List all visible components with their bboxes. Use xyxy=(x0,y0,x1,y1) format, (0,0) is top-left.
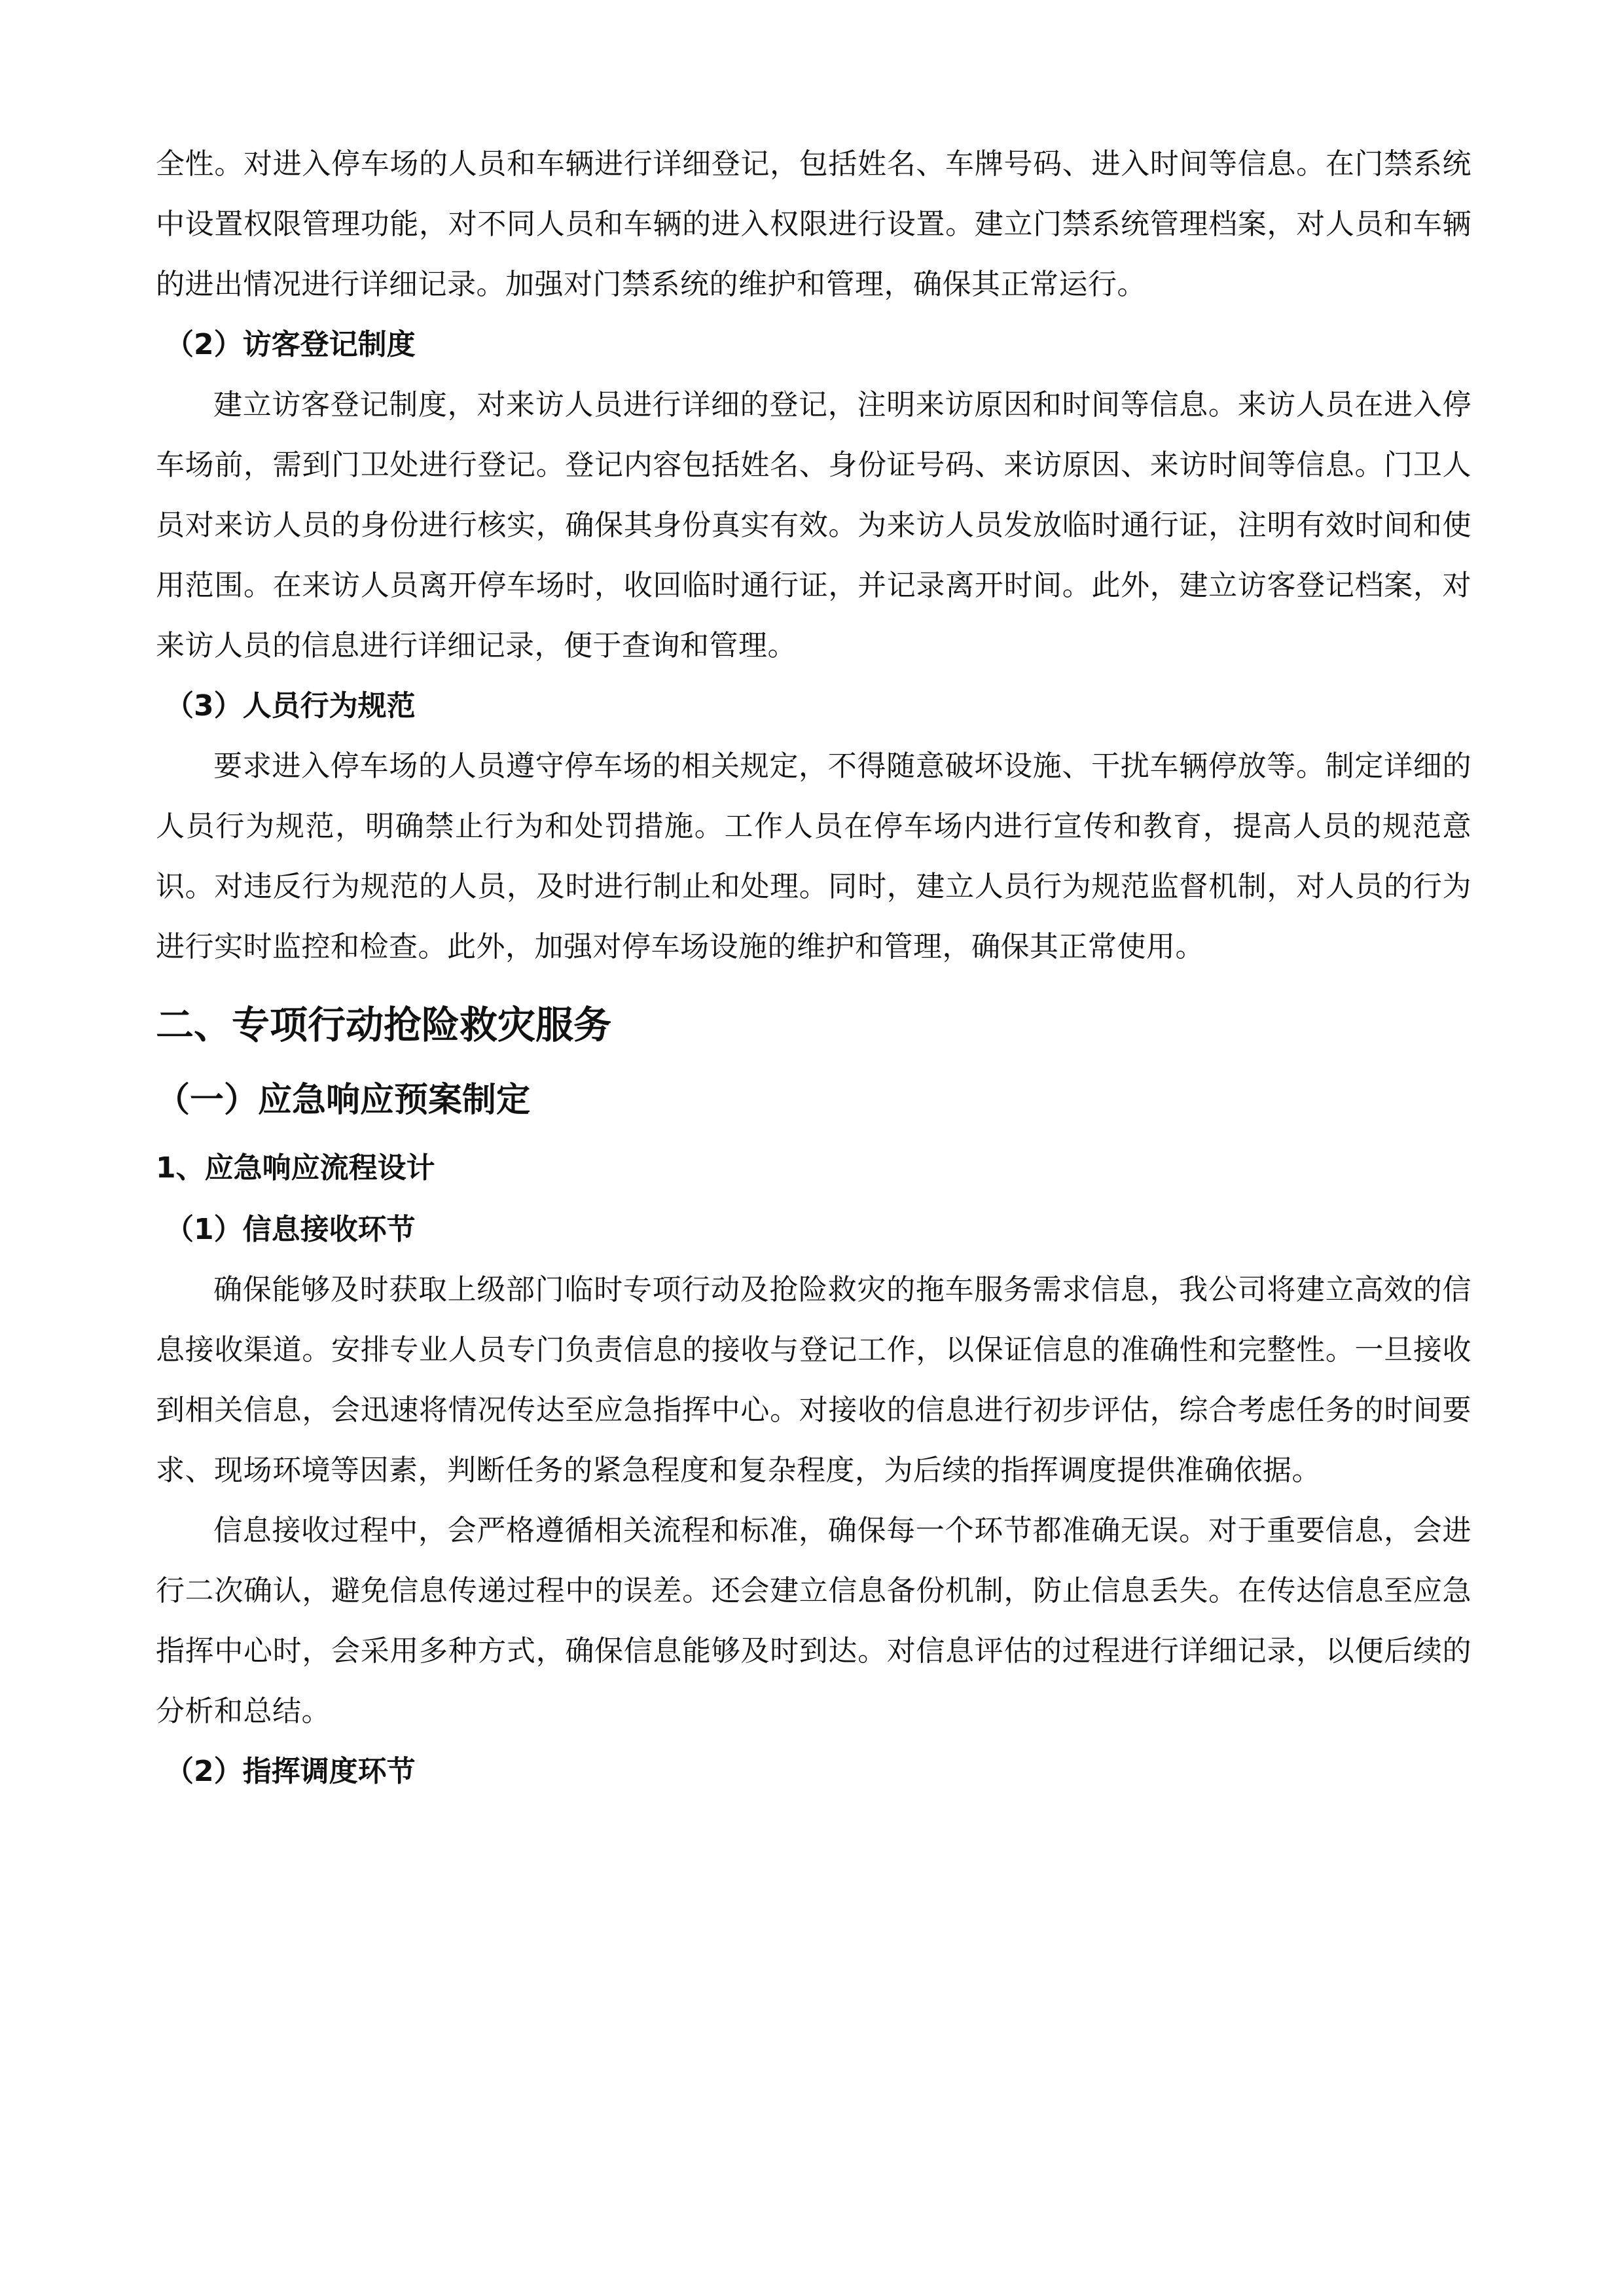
item-heading-response-process: 1、应急响应流程设计 xyxy=(156,1151,435,1185)
section-heading-special-action: 二、专项行动抢险救灾服务 xyxy=(156,1003,612,1047)
document-page xyxy=(156,134,1471,1802)
paragraph-information-receiving-2: 信息接收过程中，会严格遵循相关流程和标准，确保每一个环节都准确无误。对于重要信息，会进行二次确认，避免信息传递过程中的误差。还会建立信息备份机制，防止信息丢失。在传达信息至应急指挥中心时，会采用多种方式，确保信息能够及时到达。对信息评估的过程进行详细记录，以便后续的分析和总结。 xyxy=(156,1514,1471,1728)
paragraph-personnel-behavior: 要求进入停车场的人员遵守停车场的相关规定，不得随意破坏设施、干扰车辆停放等。制定详细的人员行为规范，明确禁止行为和处罚措施。工作人员在停车场内进行宣传和教育，提高人员的规范意识。对违反行为规范的人员，及时进行制止和处理。同时，建立人员行为规范监督机制，对人员的行为进行实时监控和检查。此外，加强对停车场设施的维护和管理，确保其正常使用。 xyxy=(156,749,1471,963)
heading-information-receiving: （1）信息接收环节 xyxy=(165,1213,416,1246)
heading-visitor-registration: （2）访客登记制度 xyxy=(165,328,416,361)
paragraph-visitor-registration: 建立访客登记制度，对来访人员进行详细的登记，注明来访原因和时间等信息。来访人员在进入停车场前，需到门卫处进行登记。登记内容包括姓名、身份证号码、来访原因、来访时间等信息。门卫人员对来访人员的身份进行核实，确保其身份真实有效。为来访人员发放临时通行证，注明有效时间和使用范围。在来访人员离开停车场时，收回临时通行证，并记录离开时间。此外，建立访客登记档案，对来访人员的信息进行详细记录，便于查询和管理。 xyxy=(156,388,1471,662)
heading-command-dispatch: （2）指挥调度环节 xyxy=(165,1755,416,1788)
paragraph-access-control-continued: 全性。对进入停车场的人员和车辆进行详细登记，包括姓名、车牌号码、进入时间等信息。在门禁系统中设置权限管理功能，对不同人员和车辆的进入权限进行设置。建立门禁系统管理档案，对人员和车辆的进出情况进行详细记录。加强对门禁系统的维护和管理，确保其正常运行。 xyxy=(156,147,1471,301)
paragraph-information-receiving-1: 确保能够及时获取上级部门临时专项行动及抢险救灾的拖车服务需求信息，我公司将建立高效的信息接收渠道。安排专业人员专门负责信息的接收与登记工作，以保证信息的准确性和完整性。一旦接收到相关信息，会迅速将情况传达至应急指挥中心。对接收的信息进行初步评估，综合考虑任务的时间要求、现场环境等因素，判断任务的紧急程度和复杂程度，为后续的指挥调度提供准确依据。 xyxy=(156,1273,1471,1487)
heading-personnel-behavior: （3）人员行为规范 xyxy=(165,689,416,723)
subsection-heading-emergency-plan: （一）应急响应预案制定 xyxy=(156,1081,531,1120)
